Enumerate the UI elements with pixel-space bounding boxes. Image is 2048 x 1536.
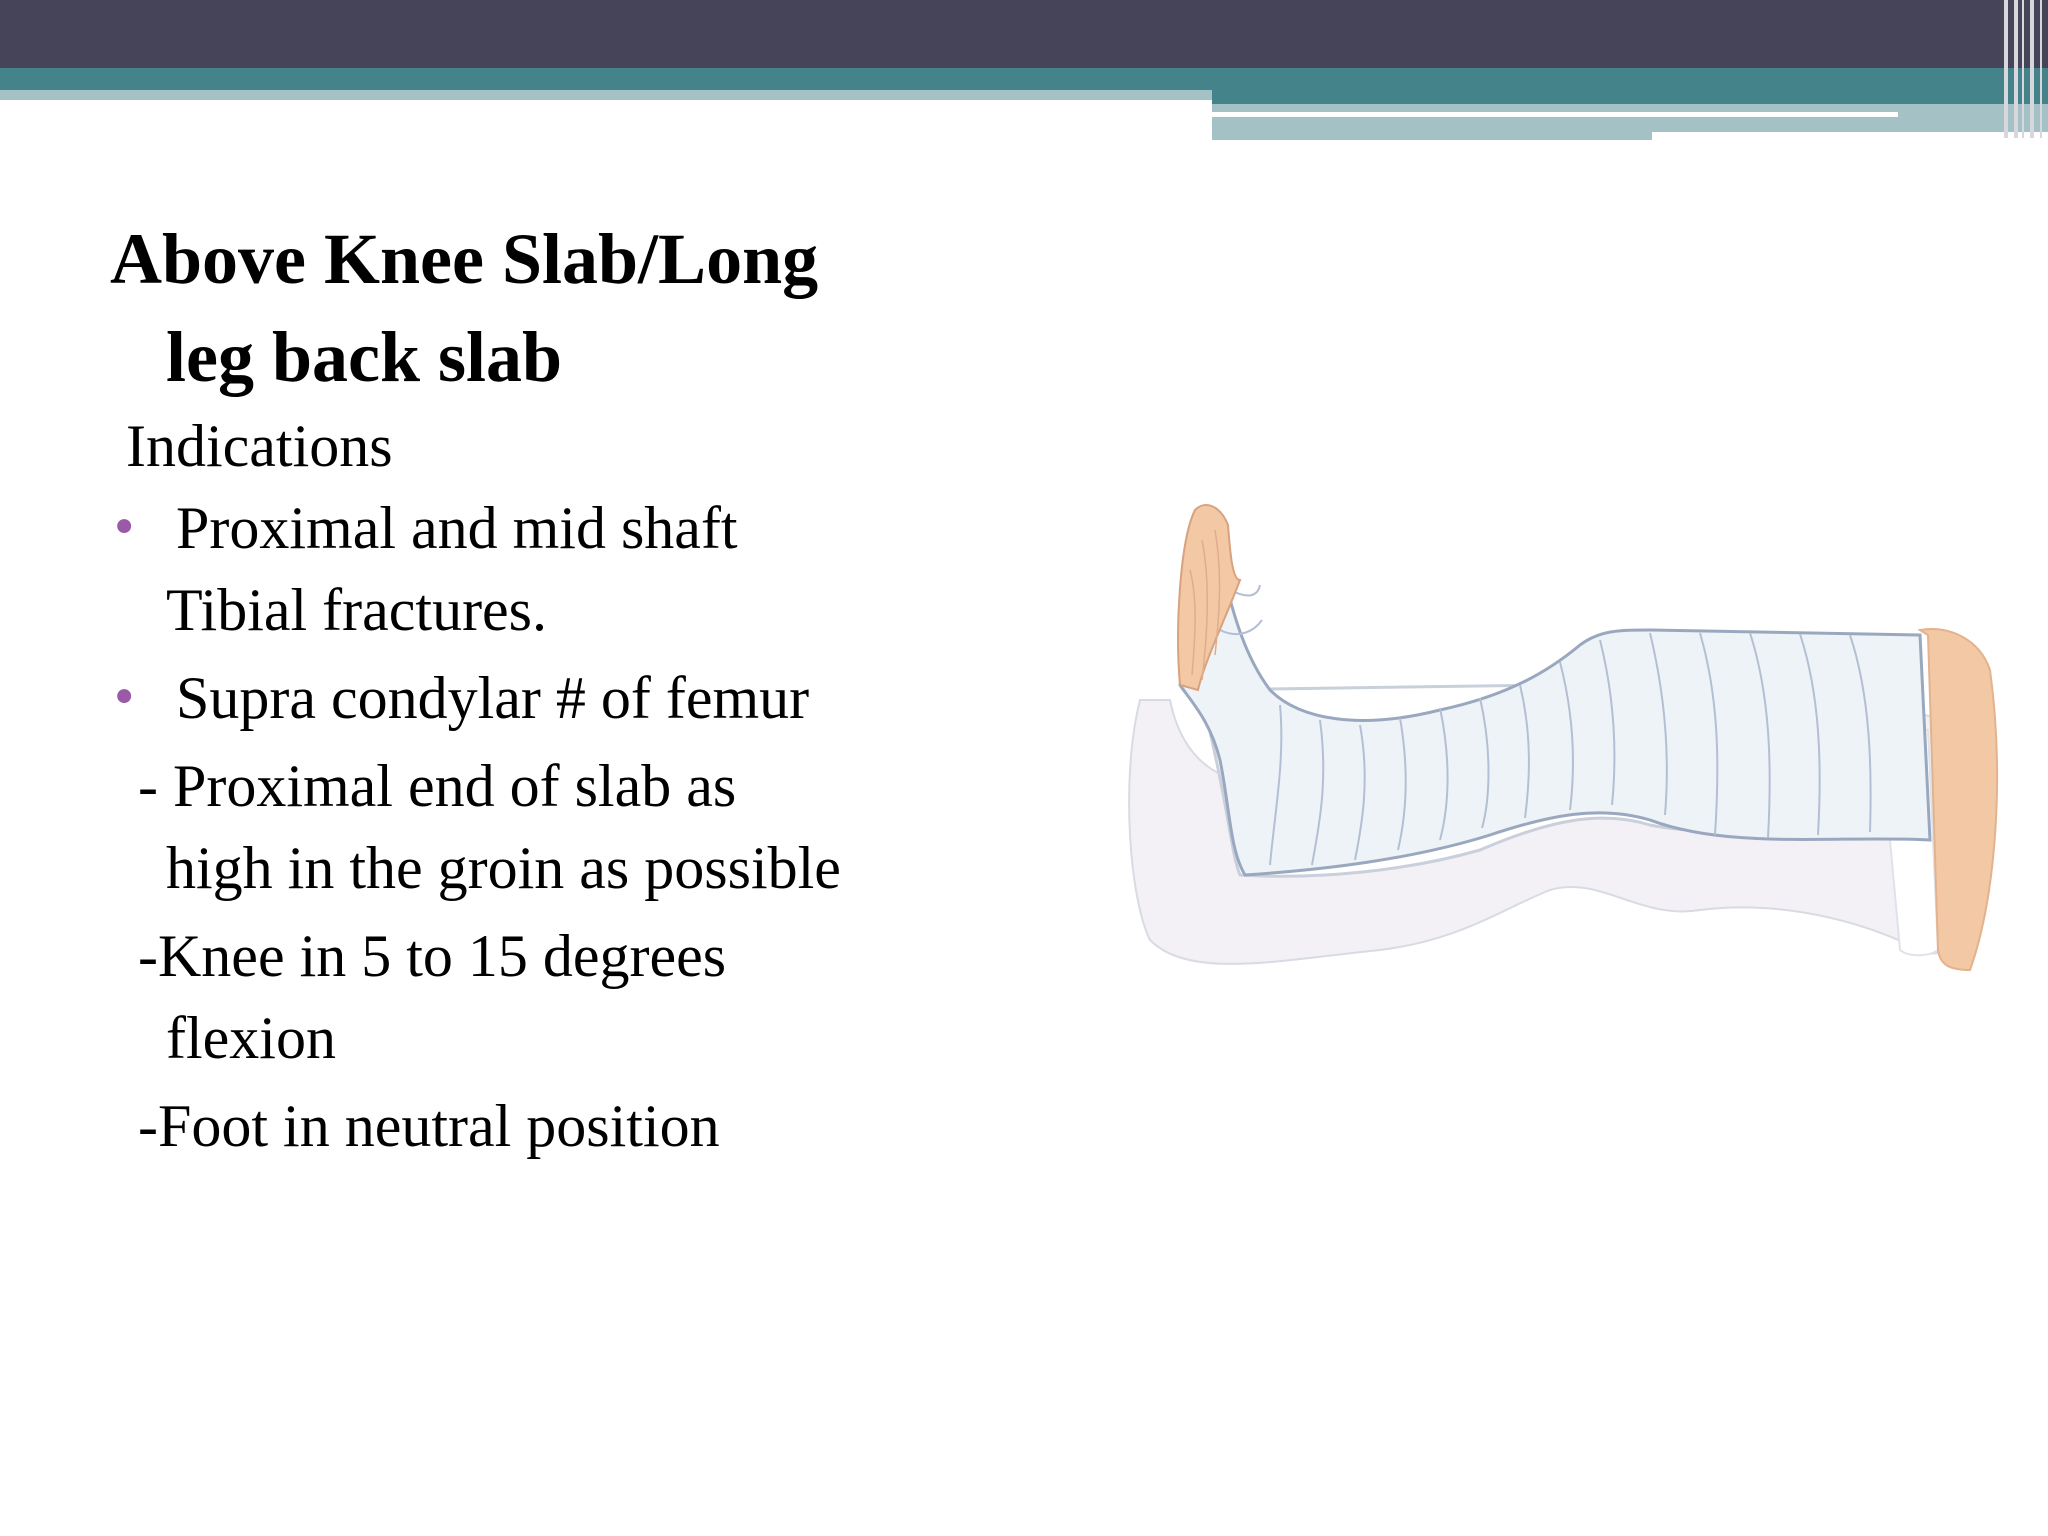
bullet-text: Tibial fractures. — [166, 577, 548, 643]
header-band-dark — [0, 0, 2048, 68]
bullet-item — [110, 657, 970, 739]
header-edge-stripes — [2000, 0, 2048, 138]
header-band-light-left — [0, 90, 1212, 100]
note-text: - Proximal end of slab as — [138, 753, 737, 819]
header-white-line — [1212, 112, 1898, 117]
header-white-line — [1652, 132, 2048, 140]
bullet-text: Supra condylar # of femur — [176, 665, 810, 731]
bullet-dot: • — [110, 670, 139, 726]
slide-title-line: Above Knee Slab/Long — [110, 219, 819, 299]
slide-title-line: leg back slab — [166, 317, 563, 397]
note-text: high in the groin as possible — [166, 835, 841, 901]
leg-slab-illustration-icon — [1080, 480, 2020, 1100]
note-text: flexion — [166, 1005, 336, 1071]
slide-title — [110, 210, 970, 406]
bullet-dot: • — [110, 500, 139, 556]
note-text: -Knee in 5 to 15 degrees — [138, 923, 727, 989]
slide-body — [110, 405, 970, 1167]
note-text: -Foot in neutral position — [138, 1093, 720, 1159]
note-item — [110, 745, 970, 909]
bullet-text: Proximal and mid shaft — [176, 495, 738, 561]
bullet-item — [110, 487, 970, 651]
note-item — [110, 915, 970, 1079]
indications-heading: Indications — [126, 413, 393, 479]
header-band-teal — [0, 68, 2048, 90]
note-item — [110, 1085, 970, 1167]
header-band-notch — [1212, 90, 2048, 104]
